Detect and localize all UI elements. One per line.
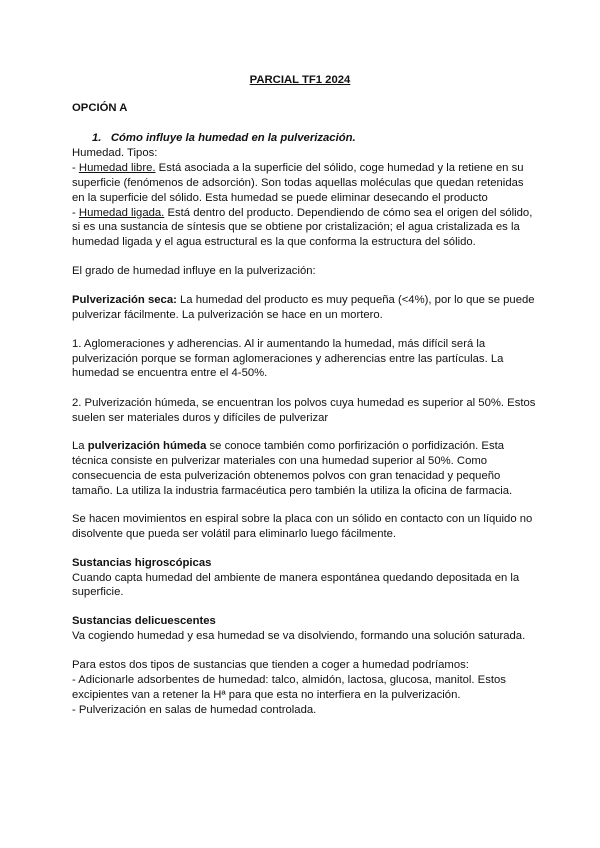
seca-line-2: pulverizar fácilmente. La pulverización se hace en un mortero. (72, 309, 383, 321)
humeda-item-line-2: suelen ser materiales duros y difíciles de pulverizar (72, 412, 329, 424)
higroscopicas-line-1: Cuando capta humedad del ambiente de manera espontánea quedando depositada en la (72, 572, 520, 584)
humeda-line-3: consecuencia de esta pulverización obtenemos polvos con gran tenacidad y pequeño (72, 470, 501, 482)
humedad-tipos: Humedad. Tipos: (72, 147, 158, 159)
grado-paragraph: El grado de humedad influye en la pulverización: (72, 265, 316, 277)
humeda-term: pulverización húmeda (87, 440, 207, 452)
question-text: Cómo influye la humedad en la pulverización. (110, 132, 356, 144)
para-line-3: excipientes van a retener la Hª para que esta no interfiera en la pulverización. (72, 689, 461, 701)
option-heading: OPCIÓN A (72, 102, 128, 114)
humeda-line-2: técnica consiste en pulverizar materiales con una humedad superior al 50%. Como (72, 455, 488, 467)
aglomeraciones-line-3: humedad se encuentra entre el 4-50%. (72, 367, 268, 379)
libre-line-3: en la superficie del sólido. Esta humedad se puede eliminar desecando el producto (72, 192, 488, 204)
ligada-line-3: humedad ligada y el agua estructural es la que conforma la estructura del sólido. (72, 236, 476, 248)
libre-term: Humedad libre. (78, 162, 156, 174)
ligada-line-2: si es una sustancia de síntesis que se obtiene por cristalización; el agua cristalizada es la (72, 221, 520, 233)
humeda-item-line-1: 2. Pulverización húmeda, se encuentran los polvos cuya humedad es superior al 50%. Estos (72, 397, 536, 409)
aglomeraciones-line-2: pulverización porque se forman aglomeraciones y adherencias entre las partículas. La (72, 353, 504, 365)
ligada-term: Humedad ligada. (78, 207, 165, 219)
para-line-1: Para estos dos tipos de sustancias que tienden a coger a humedad podríamos: (72, 659, 469, 671)
libre-line-2: superficie (fenómenos de adsorción). Son todas aquellas moléculas que quedan retenidas (72, 177, 524, 189)
humeda-line-1: La pulverización húmeda se conoce también como porfirización o porfidización. Esta (72, 440, 505, 452)
document-title: PARCIAL TF1 2024 (249, 74, 351, 86)
delicuescentes-line-1: Va cogiendo humedad y esa humedad se va disolviendo, formando una solución saturada. (72, 630, 526, 642)
movimientos-line-1: Se hacen movimientos en espiral sobre la placa con un sólido en contacto con un líquido no (72, 513, 533, 525)
para-line-4: - Pulverización en salas de humedad controlada. (72, 704, 317, 716)
question-heading (92, 131, 356, 145)
question-number: 1. (92, 132, 102, 144)
humeda-line-4: tamaño. La utiliza la industria farmacéutica pero también la utiliza la oficina de farmacia. (72, 485, 513, 497)
seca-line-1: Pulverización seca: La humedad del producto es muy pequeña (<4%), por lo que se puede (72, 294, 535, 306)
movimientos-line-2: disolvente que pueda ser volátil para eliminarlo luego fácilmente. (72, 528, 397, 540)
seca-term: Pulverización seca: (72, 294, 177, 306)
higroscopicas-heading: Sustancias higroscópicas (72, 557, 212, 569)
para-line-2: - Adicionarle adsorbentes de humedad: talco, almidón, lactosa, glucosa, manitol. Estos (72, 674, 506, 686)
higroscopicas-line-2: superficie. (72, 586, 124, 598)
delicuescentes-heading: Sustancias delicuescentes (72, 615, 216, 627)
aglomeraciones-line-1: 1. Aglomeraciones y adherencias. Al ir aumentando la humedad, más difícil será la (72, 338, 486, 350)
libre-line-1: - Humedad libre. Está asociada a la superficie del sólido, coge humedad y la retiene en su (72, 162, 524, 174)
ligada-line-1: - Humedad ligada. Está dentro del producto. Dependiendo de cómo sea el origen del sólido, (72, 207, 533, 219)
